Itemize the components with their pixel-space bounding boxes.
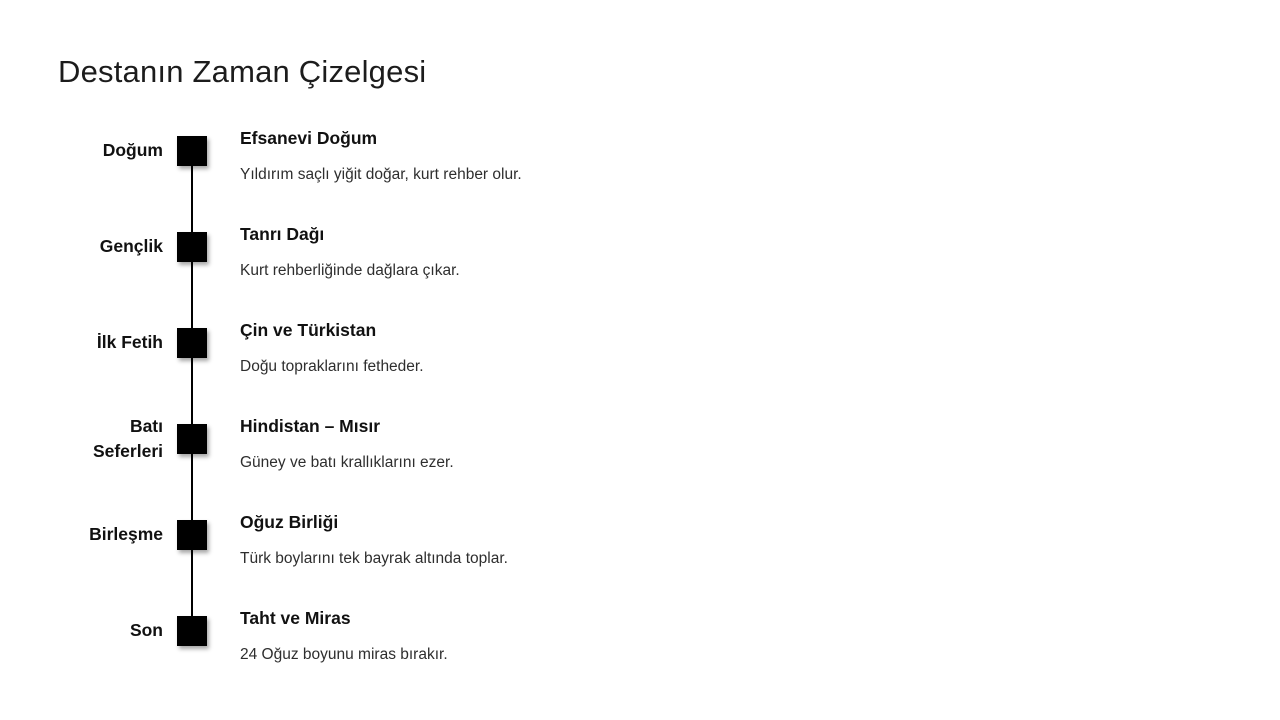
timeline-item-description: Doğu topraklarını fetheder. xyxy=(240,358,424,375)
timeline-item-title: Tanrı Dağı xyxy=(240,224,325,244)
timeline-item-content xyxy=(240,320,424,376)
timeline-item-content xyxy=(240,224,460,280)
timeline-marker-square xyxy=(177,616,207,646)
timeline-item-title: Çin ve Türkistan xyxy=(240,320,377,340)
timeline-era-label: Gençlik xyxy=(99,236,163,257)
timeline-item xyxy=(68,391,968,487)
timeline-item-title: Hindistan – Mısır xyxy=(240,416,381,436)
timeline-item xyxy=(68,199,968,295)
timeline-era-label: Son xyxy=(129,620,163,641)
timeline-item xyxy=(68,295,968,391)
timeline-item xyxy=(68,487,968,583)
timeline-item-content xyxy=(240,608,448,664)
timeline-item-description: Yıldırım saçlı yiğit doğar, kurt rehber olur. xyxy=(240,166,522,183)
timeline-item-content xyxy=(240,416,454,472)
timeline-item xyxy=(68,103,968,199)
timeline-era-label: İlk Fetih xyxy=(96,332,163,353)
timeline-marker-square xyxy=(177,232,207,262)
timeline-item-title: Taht ve Miras xyxy=(240,608,351,628)
timeline-marker-square xyxy=(177,424,207,454)
timeline-era-label: Doğum xyxy=(102,140,163,161)
timeline-item-description: Kurt rehberliğinde dağlara çıkar. xyxy=(240,262,460,279)
timeline-item xyxy=(68,583,968,679)
timeline-item-title: Efsanevi Doğum xyxy=(240,128,378,148)
timeline-item-content xyxy=(240,128,522,184)
timeline-item-description: Türk boylarını tek bayrak altında toplar. xyxy=(240,550,508,567)
page-title: Destanın Zaman Çizelgesi xyxy=(58,54,427,89)
timeline-marker-square xyxy=(177,136,207,166)
timeline-era-label: Batı Seferleri xyxy=(92,415,163,461)
timeline-item-content xyxy=(240,512,508,568)
timeline-item-description: Güney ve batı krallıklarını ezer. xyxy=(240,454,454,471)
timeline-item-title: Oğuz Birliği xyxy=(240,512,339,532)
timeline-item-description: 24 Oğuz boyunu miras bırakır. xyxy=(240,646,448,663)
timeline-marker-square xyxy=(177,520,207,550)
timeline xyxy=(68,103,968,679)
timeline-era-label: Birleşme xyxy=(89,524,163,545)
timeline-marker-square xyxy=(177,328,207,358)
